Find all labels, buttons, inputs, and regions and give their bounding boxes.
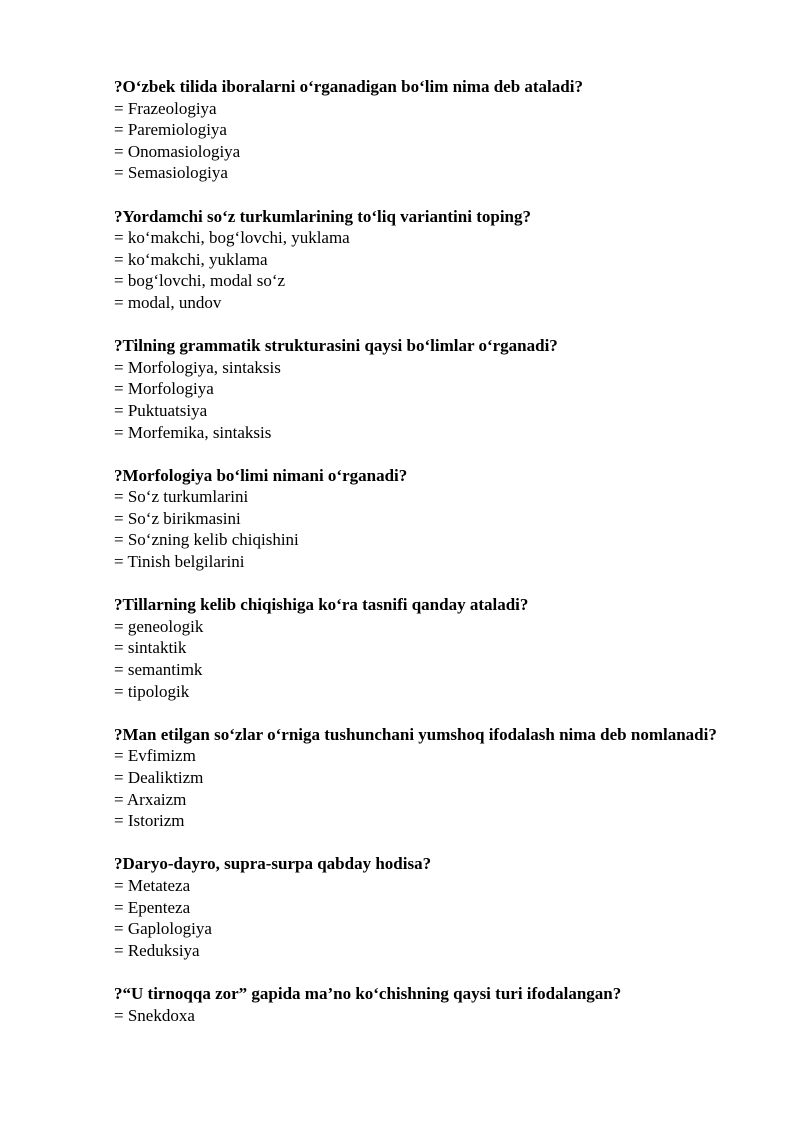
- answer-option: = ko‘makchi, yuklama: [114, 249, 268, 269]
- question-text: ?Tillarning kelib chiqishiga ko‘ra tasnifi qanday ataladi?: [114, 595, 529, 615]
- question-text: ?Morfologiya bo‘limi nimani o‘rganadi?: [114, 465, 408, 485]
- question-item: [114, 206, 742, 314]
- answer-option: = semantimk: [114, 660, 203, 680]
- answer-option: = Morfemika, sintaksis: [114, 422, 272, 442]
- answer-option: = Dealiktizm: [114, 768, 204, 787]
- answer-option: = Onomasiologiya: [114, 141, 241, 161]
- question-item: [114, 983, 742, 1026]
- answer-option: = Morfologiya: [114, 379, 214, 399]
- answer-option: = Reduksiya: [114, 940, 200, 960]
- answer-option: = Puktuatsiya: [114, 400, 208, 420]
- answer-option: = Morfologiya, sintaksis: [114, 357, 281, 377]
- answer-option: = So‘zning kelib chiqishini: [114, 530, 299, 550]
- answer-option: = Tinish belgilarini: [114, 552, 245, 572]
- question-text: ?Daryo-dayro, supra-surpa qabday hodisa?: [114, 854, 432, 874]
- answer-option: = So‘z birikmasini: [114, 508, 241, 528]
- question-item: [114, 335, 742, 443]
- answer-option: = Snekdoxa: [114, 1005, 195, 1025]
- answer-option: = Evfimizm: [114, 746, 196, 766]
- answer-option: = Frazeologiya: [114, 98, 217, 118]
- answer-option: = Istorizm: [114, 811, 185, 831]
- answer-option: = modal, undov: [114, 292, 222, 312]
- question-text: ?Man etilgan so‘zlar o‘rniga tushunchani yumshoq ifodalash nima deb nomlanadi?: [114, 724, 717, 744]
- answer-option: = Arxaizm: [114, 789, 187, 809]
- answer-option: = sintaktik: [114, 638, 187, 658]
- answer-option: = Gaplologiya: [114, 919, 212, 939]
- question-list: [114, 76, 742, 1048]
- answer-option: = Semasiologiya: [114, 163, 228, 183]
- answer-option: = Paremiologiya: [114, 120, 227, 140]
- question-text: ?O‘zbek tilida iboralarni o‘rganadigan bo‘lim nima deb ataladi?: [114, 77, 583, 96]
- answer-option: = Epenteza: [114, 897, 191, 917]
- answer-option: = So‘z turkumlarini: [114, 487, 249, 507]
- question-text: ?Tilning grammatik strukturasini qaysi bo‘limlar o‘rganadi?: [114, 336, 558, 356]
- answer-option: = tipologik: [114, 681, 190, 701]
- question-item: [114, 465, 742, 573]
- question-item: [114, 724, 742, 832]
- answer-option: = geneologik: [114, 616, 204, 636]
- question-item: [114, 76, 742, 184]
- answer-option: = Metateza: [114, 875, 191, 895]
- question-item: [114, 594, 742, 702]
- question-text: ?“U tirnoqqa zor” gapida ma’no ko‘chishning qaysi turi ifodalangan?: [114, 983, 622, 1003]
- question-item: [114, 853, 742, 961]
- answer-option: = ko‘makchi, bog‘lovchi, yuklama: [114, 228, 350, 248]
- answer-option: = bog‘lovchi, modal so‘z: [114, 271, 286, 291]
- question-text: ?Yordamchi so‘z turkumlarining to‘liq variantini toping?: [114, 206, 532, 226]
